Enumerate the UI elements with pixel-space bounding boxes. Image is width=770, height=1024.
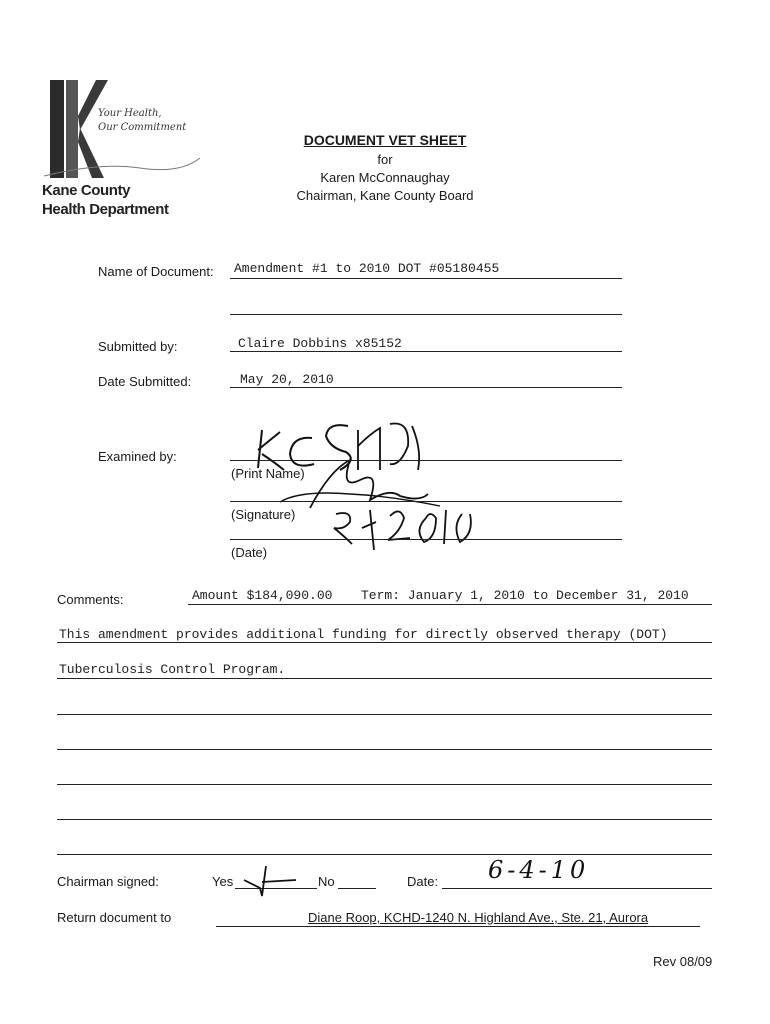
comments-label: Comments: (57, 592, 124, 607)
comments-line-2: Tuberculosis Control Program. (59, 662, 286, 677)
print-name-line (230, 460, 622, 461)
comments-rule-5 (57, 784, 712, 785)
logo-org-line-1: Kane County (42, 182, 131, 199)
date-submitted-label: Date Submitted: (98, 374, 192, 389)
chairman-yes-label: Yes (212, 874, 234, 889)
name-of-document-line (230, 278, 622, 279)
comments-line-1: This amendment provides additional funding for directly observed therapy (DOT) (59, 627, 668, 642)
date-line (230, 539, 622, 540)
comments-rule-6 (57, 819, 712, 820)
comments-amount: Amount $184,090.00 (192, 588, 333, 603)
return-label: Return document to (57, 910, 172, 925)
logo-org-line-2: Health Department (42, 201, 169, 218)
chairman-signed-label: Chairman signed: (57, 874, 159, 889)
date-submitted-value: May 20, 2010 (240, 372, 334, 387)
signature-line (230, 501, 622, 502)
chairman-date-label: Date: (407, 874, 439, 889)
return-line (216, 926, 700, 927)
submitted-by-line (230, 351, 622, 352)
name-of-document-value: Amendment #1 to 2010 DOT #05180455 (234, 261, 500, 276)
logo-tagline-1: Your Health, (98, 108, 162, 119)
comments-rule-2 (57, 678, 712, 679)
comments-term: Term: January 1, 2010 to December 31, 2010 (361, 588, 689, 603)
name-of-document-label: Name of Document: (98, 264, 214, 279)
submitted-by-value: Claire Dobbins x85152 (238, 336, 402, 351)
examined-by-label: Examined by: (98, 449, 177, 464)
print-name-label: (Print Name) (231, 466, 305, 481)
signature-label: (Signature) (231, 507, 296, 522)
comments-rule-3 (57, 714, 712, 715)
chairman-date-line (442, 888, 712, 889)
page-title: DOCUMENT VET SHEET (303, 132, 467, 148)
examiner-handwriting-signature (240, 410, 510, 560)
yes-checkmark-icon (240, 858, 300, 898)
comments-rule-7 (57, 854, 712, 855)
comments-rule-1 (57, 642, 712, 643)
date-submitted-line (230, 387, 622, 388)
header-role: Chairman, Kane County Board (296, 188, 474, 203)
kane-county-logo (40, 72, 210, 222)
header-for: for (377, 152, 393, 167)
chairman-no-line (338, 888, 376, 889)
name-of-document-line-2 (230, 314, 622, 315)
chairman-date-value: 6-4-10 (488, 856, 590, 884)
comments-line-top (188, 604, 712, 605)
comments-rule-4 (57, 749, 712, 750)
return-value: Diane Roop, KCHD-1240 N. Highland Ave., Ste. 21, Aurora (308, 910, 649, 925)
document-header (270, 132, 500, 203)
chairman-no-label: No (318, 874, 335, 889)
revision-label: Rev 08/09 (653, 954, 713, 969)
header-name: Karen McConnaughay (320, 170, 450, 185)
date-label: (Date) (231, 545, 268, 560)
logo-tagline-2: Our Commitment (98, 122, 187, 133)
submitted-by-label: Submitted by: (98, 339, 178, 354)
